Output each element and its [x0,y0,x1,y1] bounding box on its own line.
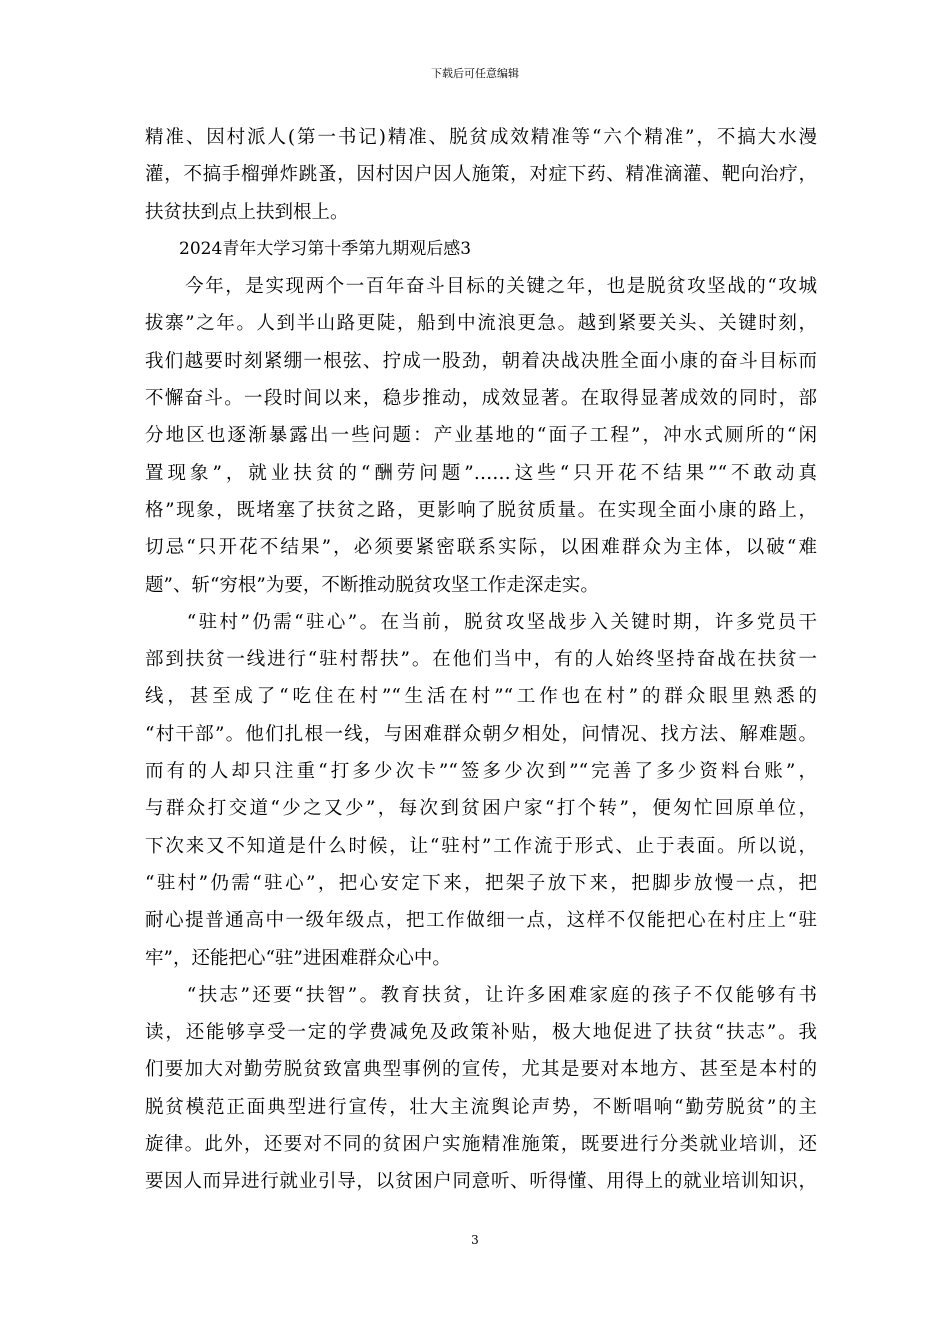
body-line: 们要加大对勤劳脱贫致富典型事例的宣传，尤其是要对本地方、甚至是本村的 [145,1059,817,1081]
body-line: “村干部”。他们扎根一线，与困难群众朝夕相处，问情况、找方法、解难题。 [145,723,817,745]
body-line: 耐心提普通高中一级年级点，把工作做细一点，这样不仅能把心在村庄上“驻 [145,910,817,932]
body-line: 与群众打交道“少之又少”，每次到贫困户家“打个转”，便匆忙回原单位， [145,798,817,820]
document-body [145,119,817,1201]
body-line: 扶贫扶到点上扶到根上。 [145,201,349,223]
body-line: 分地区也逐渐暴露出一些问题：产业基地的“面子工程”，冲水式厕所的“闲 [145,425,817,447]
body-line: 部到扶贫一线进行“驻村帮扶”。在他们当中，有的人始终坚持奋战在扶贫一 [145,649,817,671]
page-header: 下载后可任意编辑 [431,67,519,80]
body-line: 精准、因村派人(第一书记)精准、脱贫成效精准等“六个精准”，不搞大水漫 [145,127,817,148]
body-line: 格”现象，既堵塞了扶贫之路，更影响了脱贫质量。在实现全面小康的路上， [145,499,817,521]
body-line: 题”、斩“穷根”为要，不断推动脱贫攻坚工作走深走实。 [145,574,599,596]
section-title: 2024青年大学习第十季第九期观后感3 [145,238,472,259]
body-line: 而有的人却只注重“打多少次卡”“签多少次到”“完善了多少资料台账”， [145,761,817,783]
body-line: “驻村”仍需“驻心”，把心安定下来，把架子放下来，把脚步放慢一点，把 [145,872,817,894]
body-line: 灌，不搞手榴弹炸跳蚤，因村因户因人施策，对症下药、精准滴灌、靶向治疗， [145,164,817,186]
body-line: 今年，是实现两个一百年奋斗目标的关键之年，也是脱贫攻坚战的“攻城 [145,276,817,298]
body-line: 要因人而异进行就业引导，以贫困户同意听、听得懂、用得上的就业培训知识， [145,1171,817,1193]
body-line: 下次来又不知道是什么时候，让“驻村”工作流于形式、止于表面。所以说， [145,835,817,857]
body-line: 拔寨”之年。人到半山路更陡，船到中流浪更急。越到紧要关头、关键时刻， [145,313,817,335]
body-line: 牢”，还能把心“驻”进困难群众心中。 [145,947,451,969]
body-line: 切忌“只开花不结果”，必须要紧密联系实际，以困难群众为主体，以破“难 [145,537,817,559]
body-line: 旋律。此外，还要对不同的贫困户实施精准施策，既要进行分类就业培训，还 [145,1134,817,1156]
page-number: 3 [471,1233,479,1247]
body-line: 不懈奋斗。一段时间以来，稳步推动，成效显著。在取得显著成效的同时，部 [145,388,817,410]
body-line: 我们越要时刻紧绷一根弦、拧成一股劲，朝着决战决胜全面小康的奋斗目标而 [145,350,817,372]
body-line: 置现象”，就业扶贫的“酬劳问题”……这些“只开花不结果”“不敢动真 [145,462,817,484]
body-line: “驻村”仍需“驻心”。在当前，脱贫攻坚战步入关键时期，许多党员干 [145,611,817,633]
body-line: 读，还能够享受一定的学费减免及政策补贴，极大地促进了扶贫“扶志”。我 [145,1022,817,1044]
body-line: “扶志”还要“扶智”。教育扶贫，让许多困难家庭的孩子不仅能够有书 [145,984,817,1006]
body-line: 脱贫模范正面典型进行宣传，壮大主流舆论声势，不断唱响“勤劳脱贫”的主 [145,1096,817,1118]
body-line: 线，甚至成了“吃住在村”“生活在村”“工作也在村”的群众眼里熟悉的 [145,686,817,708]
